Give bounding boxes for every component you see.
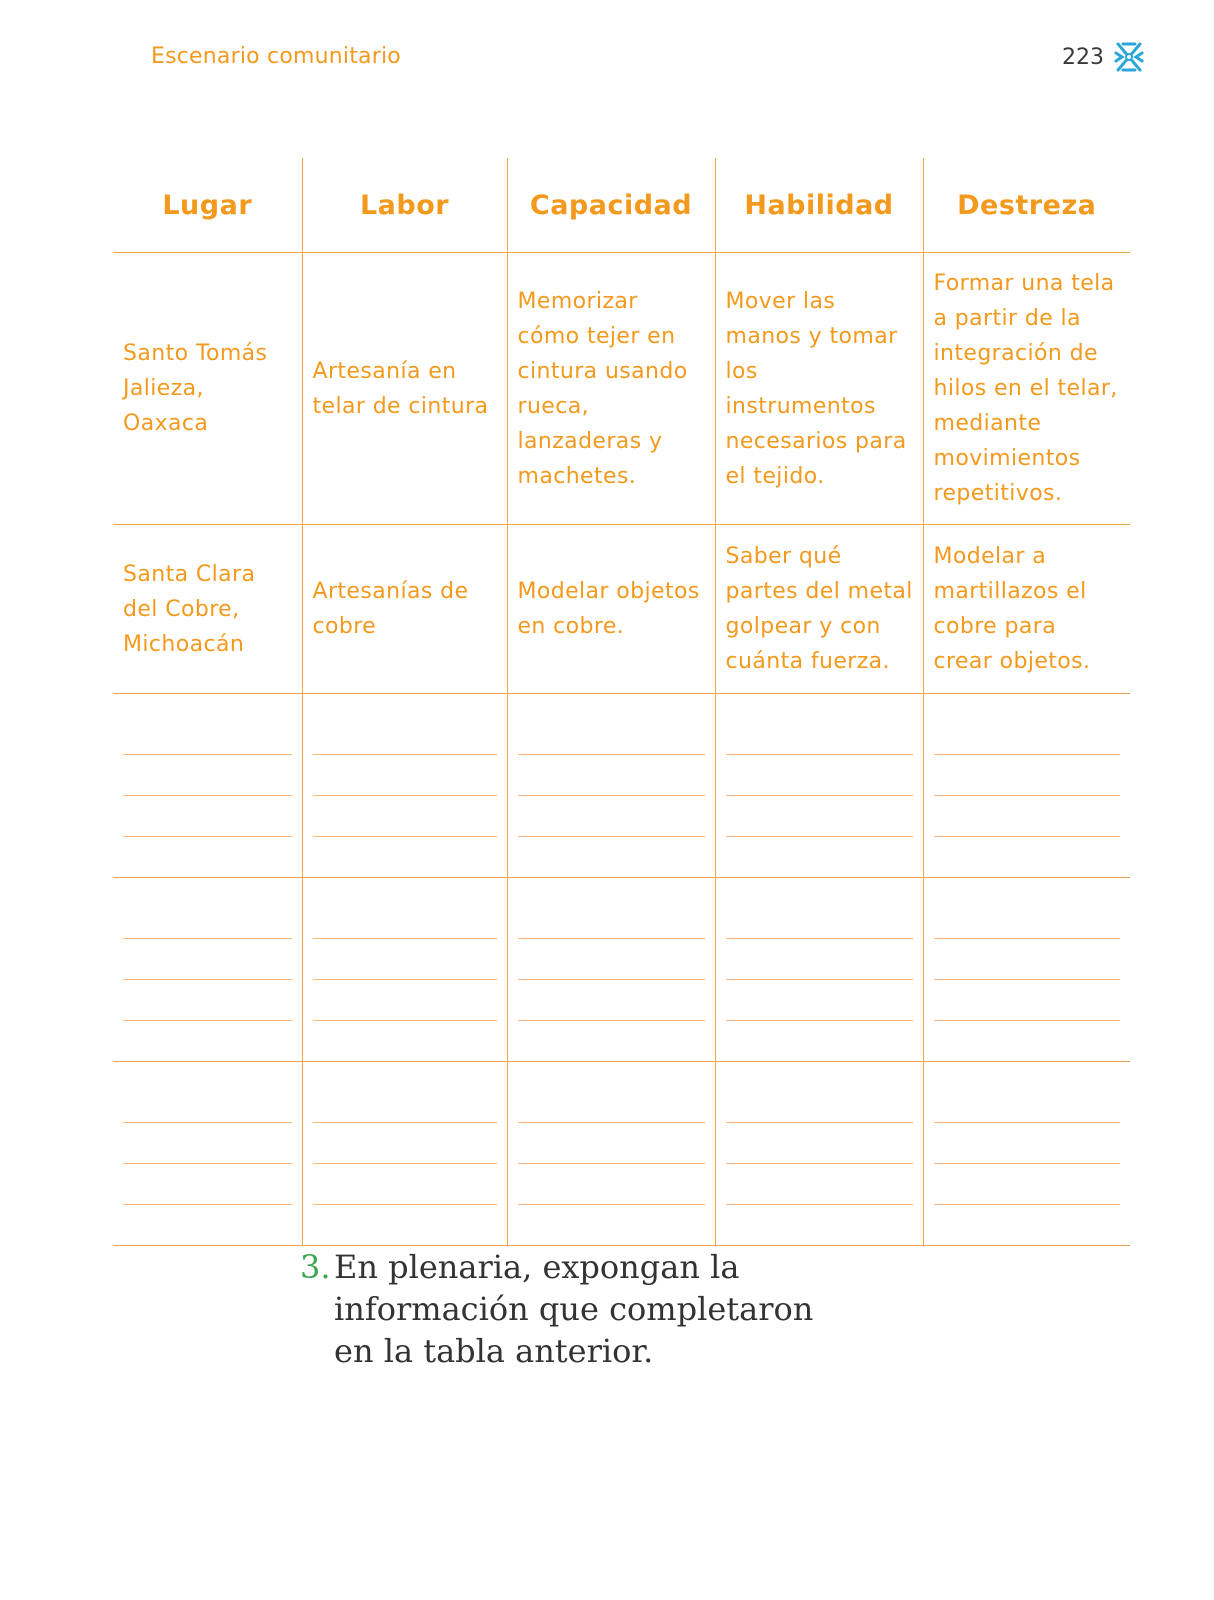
section-title: Escenario comunitario bbox=[151, 44, 401, 69]
step-text: En plenaria, expongan la información que completaron en la tabla anterior. bbox=[334, 1248, 814, 1370]
cell-habilidad: Mover las manos y tomar los instrumentos necesarios para el tejido. bbox=[715, 253, 923, 525]
empty-table-row bbox=[113, 694, 1130, 878]
blank-writing-cell[interactable] bbox=[302, 694, 507, 878]
blank-writing-cell[interactable] bbox=[507, 694, 715, 878]
blank-writing-cell[interactable] bbox=[923, 694, 1130, 878]
instruction-step bbox=[300, 1246, 860, 1372]
blank-writing-cell[interactable] bbox=[507, 878, 715, 1062]
blank-writing-cell[interactable] bbox=[113, 694, 302, 878]
blank-writing-cell[interactable] bbox=[923, 878, 1130, 1062]
page-number: 223 bbox=[1062, 44, 1104, 70]
activity-table bbox=[113, 158, 1130, 1246]
header-habilidad: Habilidad bbox=[715, 158, 923, 253]
table-header-row bbox=[113, 158, 1130, 253]
blank-writing-cell[interactable] bbox=[302, 1062, 507, 1246]
header-capacidad: Capacidad bbox=[507, 158, 715, 253]
page-header-right bbox=[1062, 40, 1144, 74]
cell-labor: Artesanía en telar de cintura bbox=[302, 253, 507, 525]
cell-capacidad: Modelar objetos en cobre. bbox=[507, 525, 715, 694]
blank-writing-cell[interactable] bbox=[923, 1062, 1130, 1246]
blank-writing-cell[interactable] bbox=[715, 694, 923, 878]
cell-destreza: Formar una tela a partir de la integración de hilos en el telar, mediante movimientos repetitivos. bbox=[923, 253, 1130, 525]
header-labor: Labor bbox=[302, 158, 507, 253]
blank-writing-cell[interactable] bbox=[715, 878, 923, 1062]
table-row bbox=[113, 525, 1130, 694]
blank-writing-cell[interactable] bbox=[715, 1062, 923, 1246]
cell-lugar: Santo Tomás Jalieza, Oaxaca bbox=[113, 253, 302, 525]
cell-labor: Artesanías de cobre bbox=[302, 525, 507, 694]
blank-writing-cell[interactable] bbox=[507, 1062, 715, 1246]
table-row bbox=[113, 253, 1130, 525]
step-number: 3. bbox=[300, 1248, 331, 1286]
cell-capacidad: Memorizar cómo tejer en cintura usando rueca, lanzaderas y machetes. bbox=[507, 253, 715, 525]
empty-table-row bbox=[113, 1062, 1130, 1246]
header-lugar: Lugar bbox=[113, 158, 302, 253]
cell-lugar: Santa Clara del Cobre, Michoacán bbox=[113, 525, 302, 694]
blank-writing-cell[interactable] bbox=[302, 878, 507, 1062]
header-destreza: Destreza bbox=[923, 158, 1130, 253]
empty-table-row bbox=[113, 878, 1130, 1062]
cell-destreza: Modelar a martillazos el cobre para crear objetos. bbox=[923, 525, 1130, 694]
cell-habilidad: Saber qué partes del metal golpear y con cuánta fuerza. bbox=[715, 525, 923, 694]
interlaced-x-logo-icon bbox=[1114, 40, 1144, 74]
blank-writing-cell[interactable] bbox=[113, 878, 302, 1062]
blank-writing-cell[interactable] bbox=[113, 1062, 302, 1246]
